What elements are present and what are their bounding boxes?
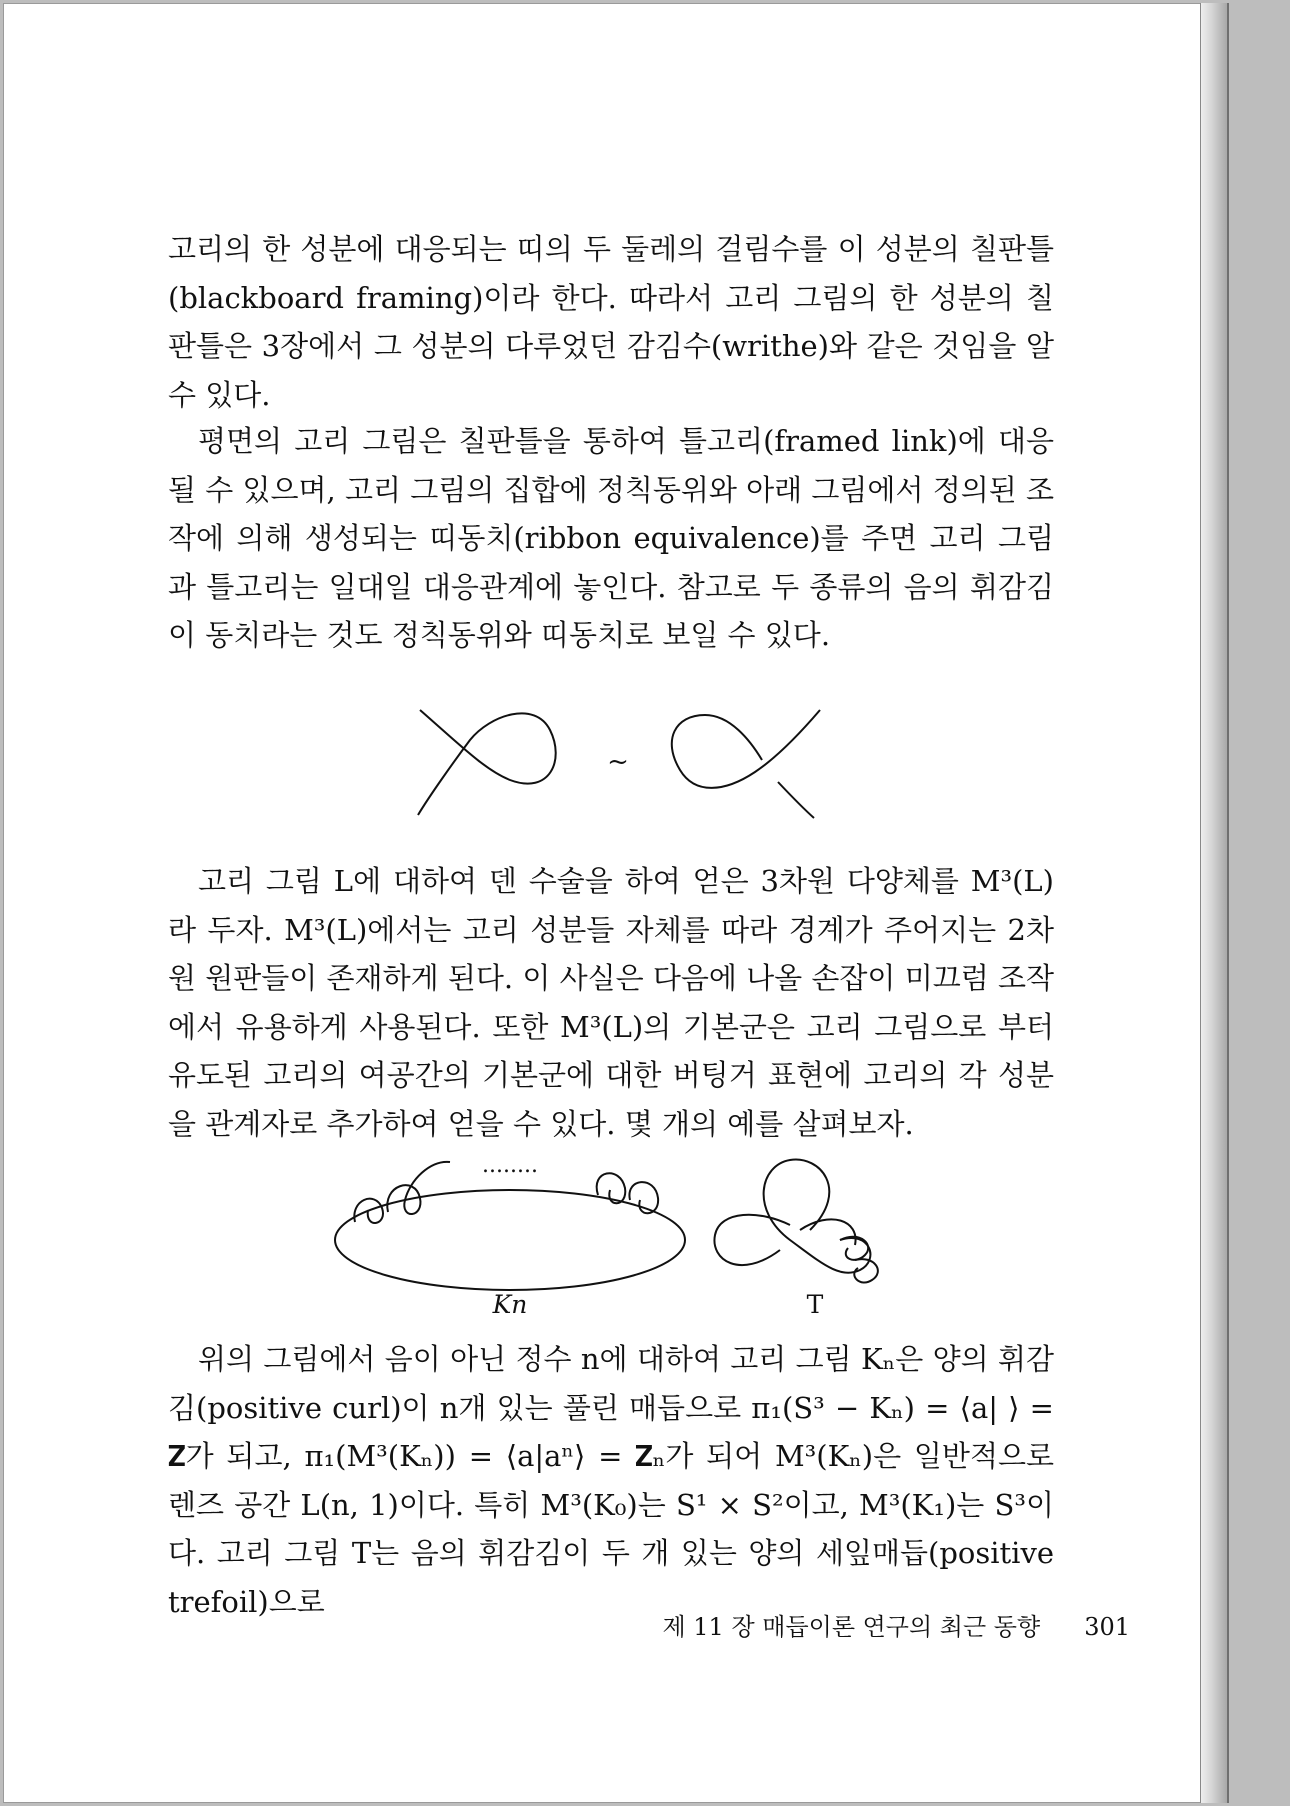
paragraph-1-text: 고리의 한 성분에 대응되는 띠의 두 둘레의 걸림수를 이 성분의 칠판틀(blackboard framing)이라 한다. 따라서 고리 그림의 한 성분의 칠판틀은 3장에서 그 성분의 다루었던 감김수(writhe)와 같은 것임을 알 수 있다. xyxy=(168,232,1054,412)
paragraph-2-text: 평면의 고리 그림은 칠판틀을 통하여 틀고리(framed link)에 대응될 수 있으며, 고리 그림의 집합에 정칙동위와 아래 그림에서 정의된 조작에 의해 생성되는 띠동치(ribbon equivalence)를 주면 고리 그림과 틀고리는 일대일 대응관계에 놓인다. 참고로 두 종류의 음의 휘감김이 동치라는 것도 정칙동위와 띠동치로 보일 수 있다. xyxy=(168,424,1054,652)
kn-curl-dots: ........ xyxy=(482,1153,538,1178)
trefoil-label: T xyxy=(806,1290,824,1319)
kn-curl-3 xyxy=(597,1173,626,1203)
chapter-title: 제 11 장 매듭이론 연구의 최근 동향 xyxy=(662,1613,1041,1641)
right-curl-under xyxy=(778,782,814,818)
paragraph-4-text: 위의 그림에서 음이 아닌 정수 n에 대하여 고리 그림 Kₙ은 양의 휘감김(positive curl)이 n개 있는 풀린 매듭으로 π₁(S³ − Kₙ) = ⟨a| ⟩ = 𝐙가 되고, π₁(M³(Kₙ)) = ⟨a|aⁿ⟩ = 𝐙ₙ가 되어 M³(Kₙ)은 일반적으로 렌즈 공간 L(n, 1)이다. 특히 M³(K₀)는 S¹ × S²이고, M³(K₁)는 S³이다. 고리 그림 T는 음의 휘감김이 두 개 있는 양의 세잎매듭(positive trefoil)으로 xyxy=(168,1342,1054,1619)
kn-and-trefoil-figure xyxy=(320,1150,900,1320)
trefoil-curl-1 xyxy=(840,1237,868,1260)
page-edge xyxy=(1200,3,1229,1803)
kn-curl-1 xyxy=(354,1199,383,1223)
paragraph-3 xyxy=(168,857,1054,1148)
page-footer xyxy=(662,1607,1130,1642)
ribbon-equivalence-figure xyxy=(400,700,840,825)
paragraph-1 xyxy=(168,225,1054,419)
kn-label: Kn xyxy=(492,1290,528,1319)
kn-curl-2 xyxy=(387,1162,450,1214)
paragraph-4 xyxy=(168,1335,1054,1626)
right-curl-strand xyxy=(672,710,820,788)
page-number: 301 xyxy=(1084,1613,1130,1641)
paragraph-3-text: 고리 그림 L에 대하여 덴 수술을 하여 얻은 3차원 다양체를 M³(L)라 두자. M³(L)에서는 고리 성분들 자체를 따라 경계가 주어지는 2차원 원판들이 존재하게 된다. 이 사실은 다음에 나올 손잡이 미끄럼 조작에서 유용하게 사용된다. 또한 M³(L)의 기본군은 고리 그림으로 부터 유도된 고리의 여공간의 기본군에 대한 버팅거 표현에 고리의 각 성분을 관계자로 추가하여 얻을 수 있다. 몇 개의 예를 살펴보자. xyxy=(168,864,1054,1141)
left-curl-strand xyxy=(418,710,556,815)
paragraph-2 xyxy=(168,417,1054,660)
equivalence-symbol: ~ xyxy=(607,747,629,777)
